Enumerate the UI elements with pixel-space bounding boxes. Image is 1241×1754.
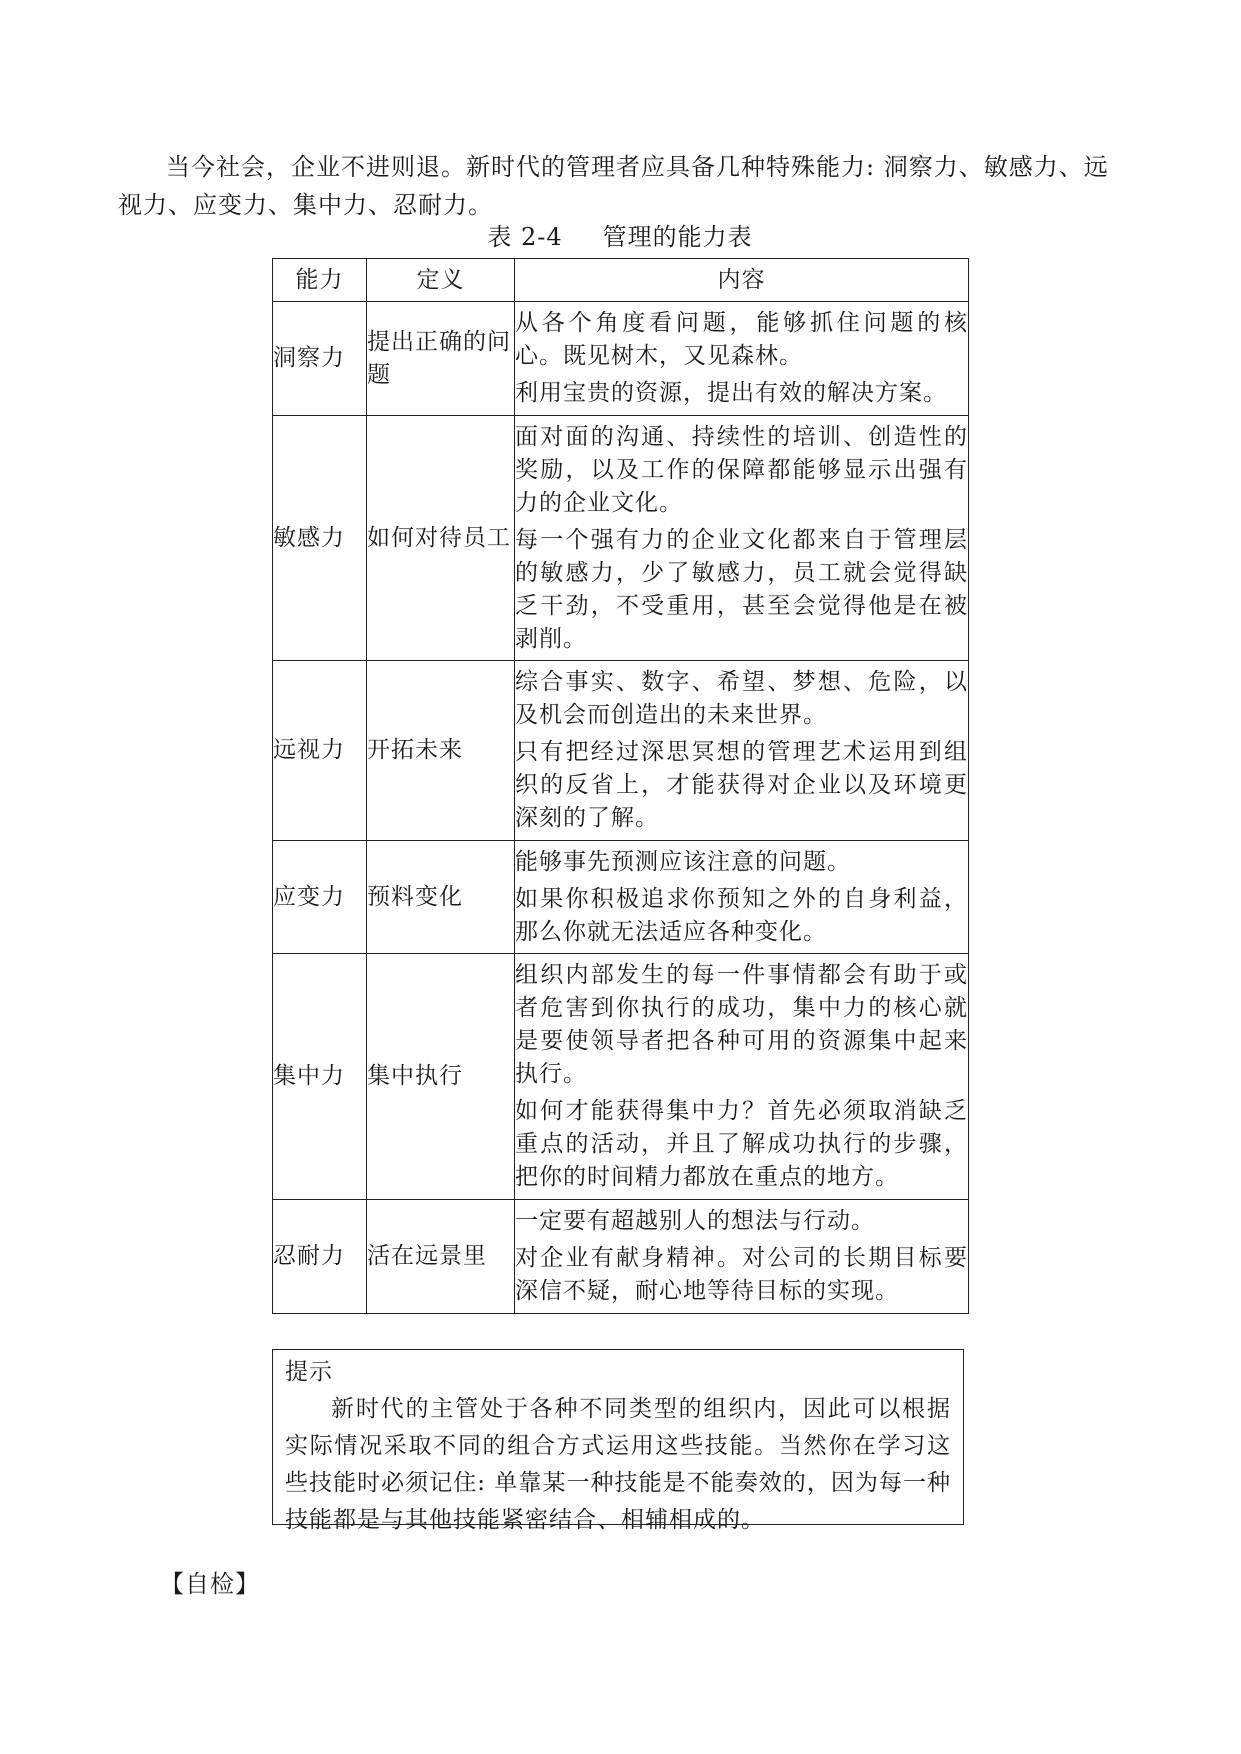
content-paragraph: 利用宝贵的资源，提出有效的解决方案。 [515, 380, 947, 406]
content-cell [515, 302, 969, 416]
table-row [273, 954, 969, 1200]
content-cell [515, 954, 969, 1200]
definition-cell: 活在远景里 [367, 1200, 515, 1314]
content-cell [515, 1200, 969, 1314]
ability-table [272, 258, 969, 1314]
content-paragraph: 只有把经过深思冥想的管理艺术运用到组织的反省上，才能获得对企业以及环境更深刻的了解。 [515, 739, 968, 831]
definition-cell: 提出正确的问题 [367, 302, 515, 416]
content-cell [515, 841, 969, 954]
ability-cell: 敏感力 [273, 416, 367, 661]
ability-cell: 集中力 [273, 954, 367, 1200]
tip-heading: 提示 [285, 1359, 333, 1385]
content-paragraph: 综合事实、数字、希望、梦想、危险，以及机会而创造出的未来世界。 [515, 669, 968, 728]
ability-cell: 洞察力 [273, 302, 367, 416]
ability-cell: 远视力 [273, 661, 367, 841]
content-paragraph: 每一个强有力的企业文化都来自于管理层的敏感力，少了敏感力，员工就会觉得缺乏干劲，不受重用，甚至会觉得他是在被剥削。 [515, 526, 968, 652]
content-paragraph: 组织内部发生的每一件事情都会有助于或者危害到你执行的成功，集中力的核心就是要使领导者把各种可用的资源集中起来执行。 [515, 962, 968, 1087]
tip-box [272, 1349, 964, 1533]
tip-body: 新时代的主管处于各种不同类型的组织内，因此可以根据实际情况采取不同的组合方式运用这些技能。当然你在学习这些技能时必须记住: 单靠某一种技能是不能奏效的，因为每一种技能都是与其他技能紧密结合、相辅相成的。 [285, 1396, 951, 1533]
content-paragraph: 一定要有超越别人的想法与行动。 [515, 1208, 875, 1234]
table-row [273, 416, 969, 661]
table-title: 管理的能力表 [602, 223, 753, 251]
intro-paragraph: 当今社会，企业不进则退。新时代的管理者应具备几种特殊能力: 洞察力、敏感力、远视力、应变力、集中力、忍耐力。 [118, 153, 1109, 219]
content-paragraph: 如果你积极追求你预知之外的自身利益，那么你就无法适应各种变化。 [515, 885, 968, 945]
header-content: 内容 [515, 259, 969, 302]
header-ability: 能力 [273, 259, 367, 302]
table-row [273, 302, 969, 416]
table-row [273, 1200, 969, 1314]
definition-cell: 开拓未来 [367, 661, 515, 841]
ability-cell: 应变力 [273, 841, 367, 954]
self-check-heading: 【自检】 [160, 1570, 260, 1598]
definition-cell: 集中执行 [367, 954, 515, 1200]
definition-cell: 如何对待员工 [367, 416, 515, 661]
content-paragraph: 能够事先预测应该注意的问题。 [515, 848, 851, 875]
table-row [273, 661, 969, 841]
table-number: 表 2-4 [487, 223, 563, 251]
table-header-row [273, 259, 969, 302]
table-row [273, 841, 969, 954]
table-caption [272, 221, 968, 253]
content-cell [515, 661, 969, 841]
content-paragraph: 从各个角度看问题，能够抓住问题的核心。既见树木，又见森林。 [515, 310, 968, 369]
content-paragraph: 对企业有献身精神。对公司的长期目标要深信不疑，耐心地等待目标的实现。 [515, 1245, 968, 1304]
content-paragraph: 如何才能获得集中力？首先必须取消缺乏重点的活动，并且了解成功执行的步骤，把你的时间精力都放在重点的地方。 [515, 1098, 968, 1190]
header-definition: 定义 [367, 259, 515, 302]
ability-cell: 忍耐力 [273, 1200, 367, 1314]
content-paragraph: 面对面的沟通、持续性的培训、创造性的奖励，以及工作的保障都能够显示出强有力的企业文化。 [515, 423, 968, 516]
content-cell [515, 416, 969, 661]
definition-cell: 预料变化 [367, 841, 515, 954]
